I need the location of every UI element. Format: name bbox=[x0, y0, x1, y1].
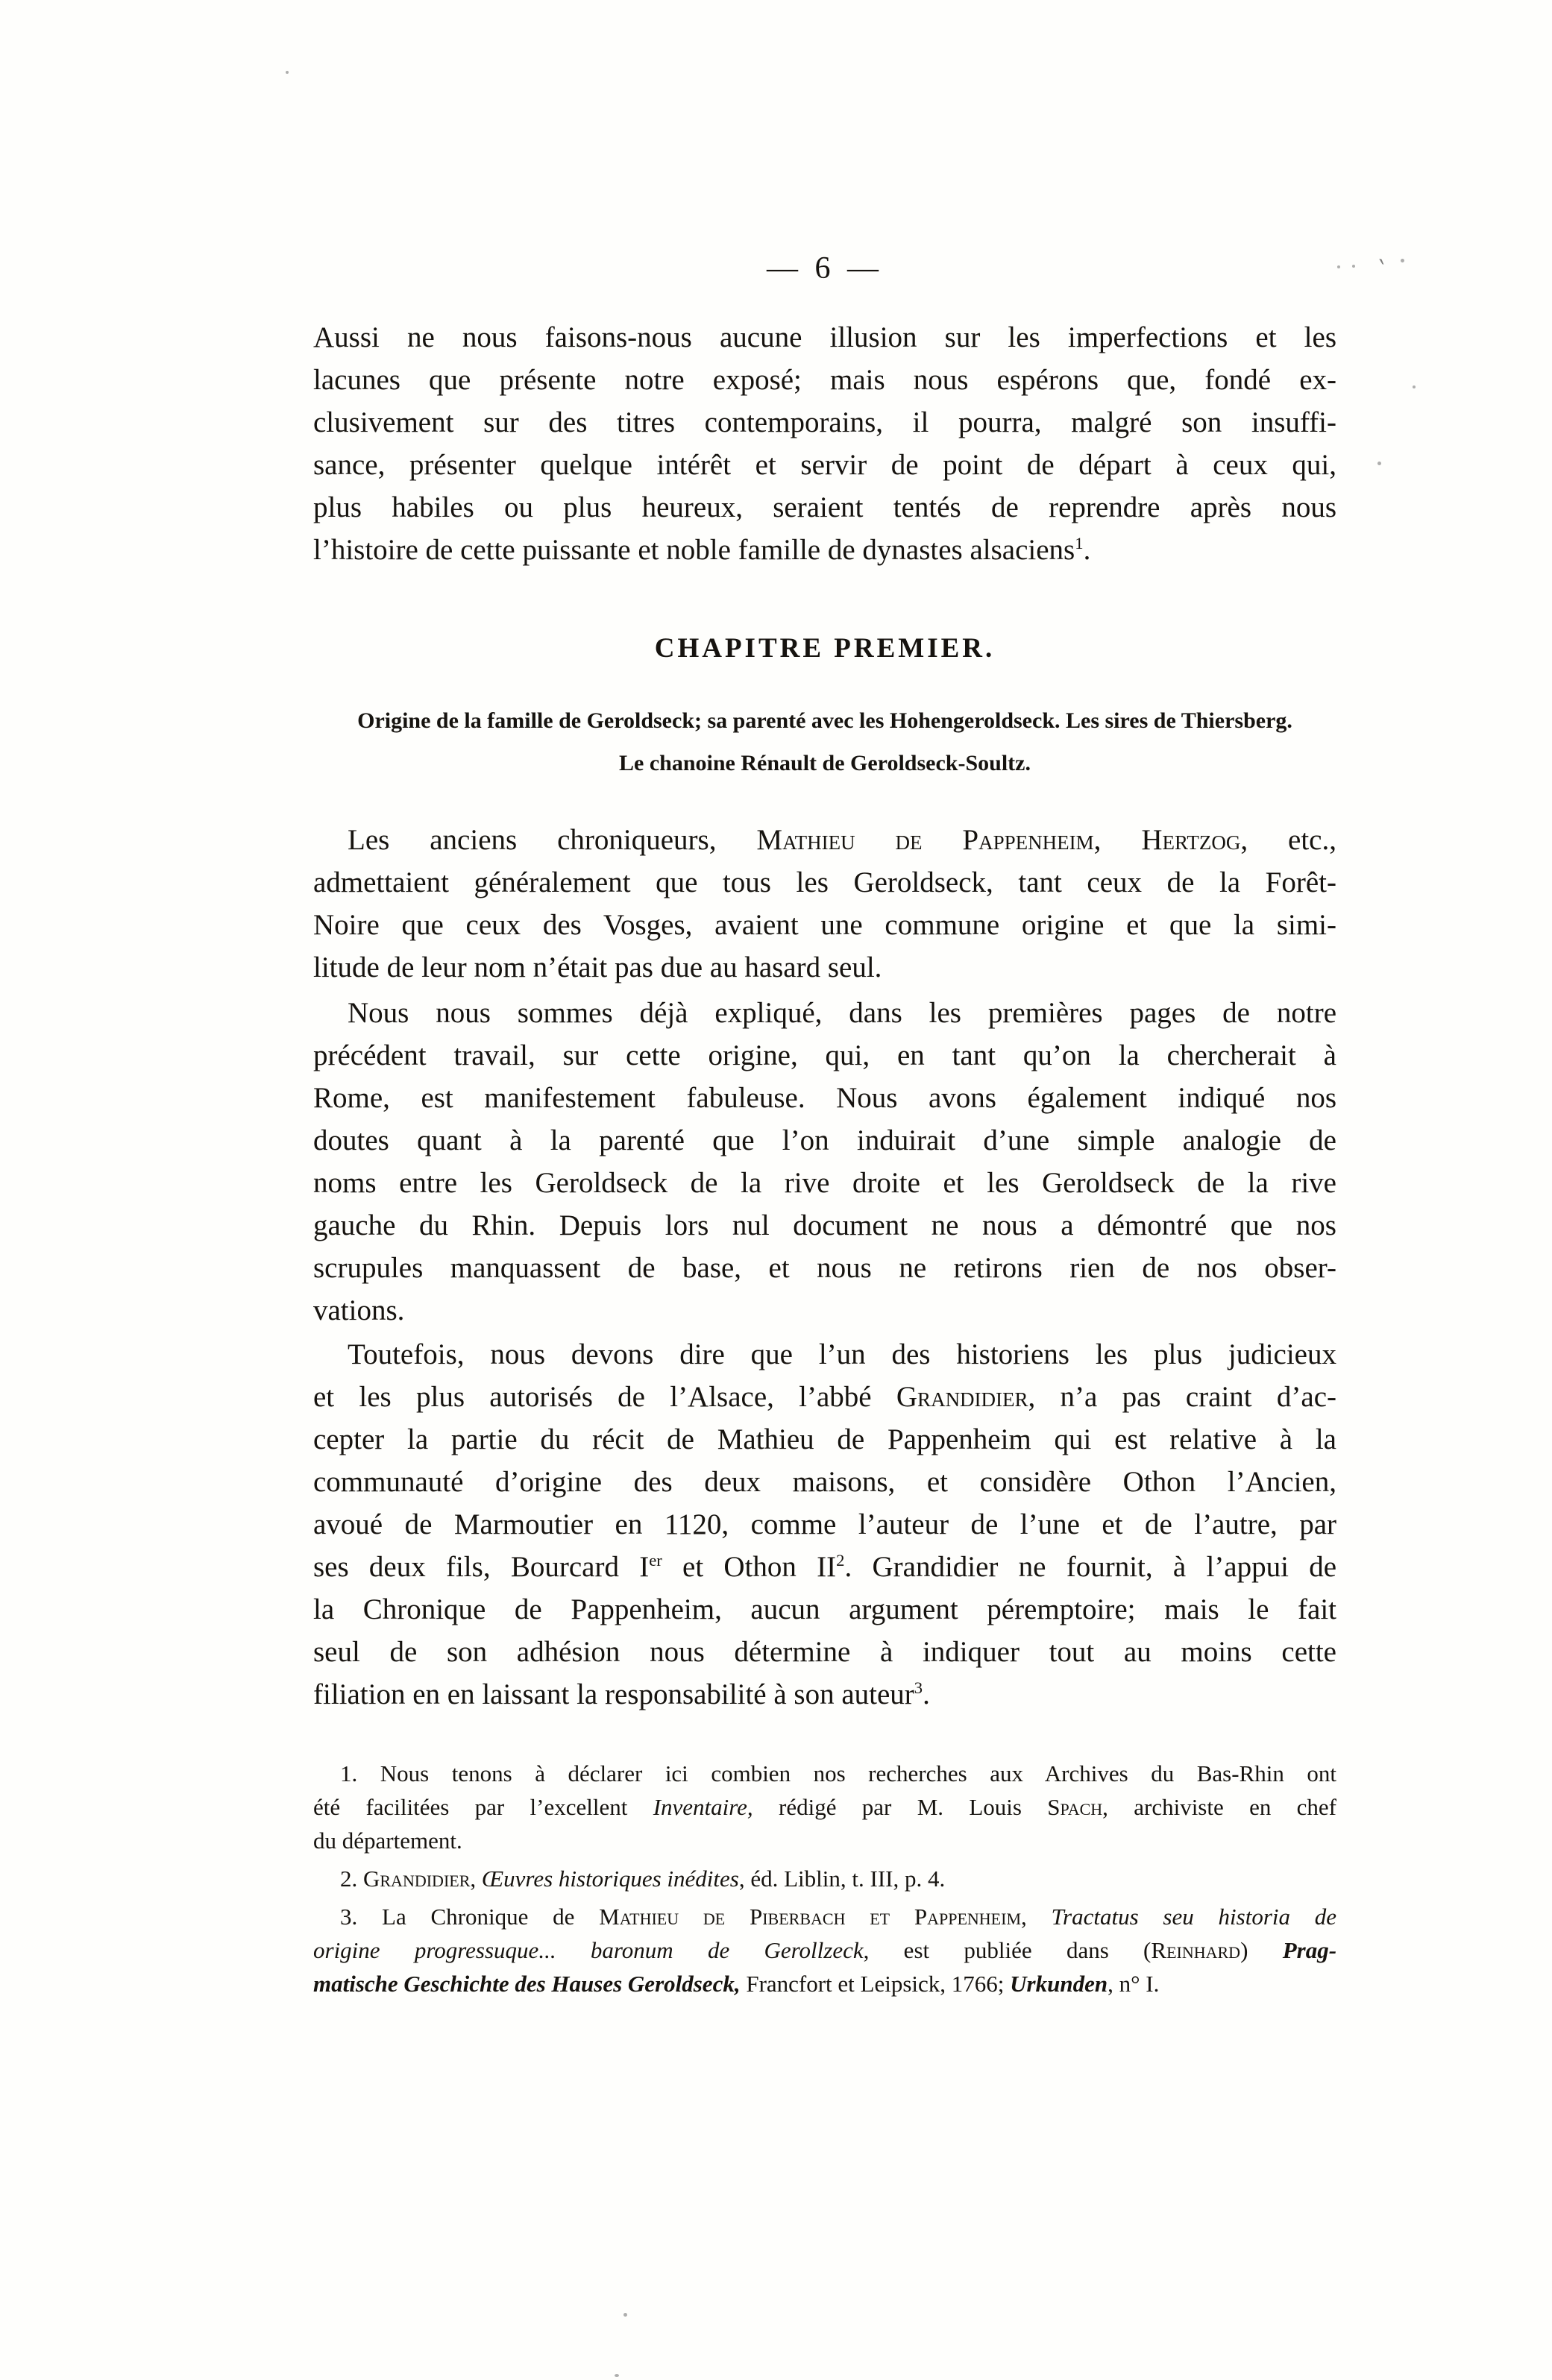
text-line bbox=[313, 1900, 1336, 1933]
text-segment: ) bbox=[1240, 1937, 1283, 1963]
text-segment: l’histoire de cette puissante et noble famille de dynastes alsaciens bbox=[313, 534, 1075, 566]
chapter-summary bbox=[313, 699, 1336, 784]
text-segment: Noire que ceux des Vosges, avaient une commune origine et que la simi- bbox=[313, 909, 1336, 941]
text-segment: , n° I. bbox=[1108, 1971, 1160, 1997]
text-segment: noms entre les Geroldseck de la rive droite et les Geroldseck de la rive bbox=[313, 1167, 1336, 1199]
text-segment: Inventaire, bbox=[653, 1794, 753, 1820]
text-segment: Tractatus seu historia de bbox=[1051, 1904, 1337, 1930]
text-segment: scrupules manquassent de base, et nous ne retirons rien de nos obser- bbox=[313, 1252, 1336, 1284]
text-line bbox=[313, 486, 1336, 529]
text-segment: 2 bbox=[836, 1551, 845, 1570]
text-segment: vations. bbox=[313, 1294, 405, 1326]
text-segment: . Grandidier ne fournit, à l’appui de bbox=[844, 1551, 1337, 1583]
scan-speck bbox=[286, 71, 289, 74]
text-segment: , etc., bbox=[1240, 824, 1336, 856]
text-segment: 2. bbox=[340, 1866, 363, 1892]
text-segment: doutes quant à la parenté que l’on induirait d’une simple analogie de bbox=[313, 1124, 1336, 1156]
text-line bbox=[313, 1967, 1336, 2000]
text-line bbox=[313, 1418, 1336, 1461]
text-segment: , n’a pas craint d’ac- bbox=[1028, 1381, 1337, 1413]
text-segment: et Othon II bbox=[662, 1551, 837, 1583]
footnotes-section bbox=[313, 1757, 1336, 2000]
text-line bbox=[313, 861, 1336, 904]
text-line bbox=[313, 1862, 1336, 1895]
text-line bbox=[313, 1757, 1336, 1790]
text-segment: , bbox=[1093, 824, 1142, 856]
footnote-3 bbox=[313, 1900, 1336, 2000]
text-segment: Le chanoine Rénault de Geroldseck-Soultz. bbox=[619, 751, 1031, 775]
text-segment: Nous nous sommes déjà expliqué, dans les premières pages de notre bbox=[348, 997, 1336, 1029]
text-segment: Prag- bbox=[1282, 1937, 1337, 1963]
footnote-2 bbox=[313, 1862, 1336, 1895]
text-line bbox=[313, 1824, 1336, 1857]
text-segment: été facilitées par l’excellent bbox=[313, 1794, 653, 1820]
text-segment: 3. La Chronique de bbox=[340, 1904, 600, 1930]
text-segment: , bbox=[1021, 1904, 1052, 1930]
text-segment: plus habiles ou plus heureux, seraient tentés de reprendre après nous bbox=[313, 491, 1336, 523]
text-segment: la Chronique de Pappenheim, aucun argument péremptoire; mais le fait bbox=[313, 1593, 1336, 1625]
text-line bbox=[313, 1673, 1336, 1716]
text-segment: . bbox=[1083, 534, 1091, 566]
text-segment: Urkunden bbox=[1010, 1971, 1108, 1997]
text-segment: du département. bbox=[313, 1828, 462, 1854]
text-segment: . bbox=[923, 1678, 930, 1710]
text-segment: 1. Nous tenons à déclarer ici combien nos recherches aux Archives du Bas-Rhin ont bbox=[340, 1760, 1336, 1786]
text-line bbox=[313, 444, 1336, 486]
text-segment: filiation en en laissant la responsabilité à son auteur bbox=[313, 1678, 914, 1710]
paragraph-origine bbox=[313, 992, 1336, 1332]
scan-speck bbox=[1401, 259, 1404, 262]
text-line bbox=[313, 1333, 1336, 1376]
text-line bbox=[313, 742, 1336, 784]
text-segment: avoué de Marmoutier en 1120, comme l’auteur de l’une et de l’autre, par bbox=[313, 1508, 1336, 1540]
text-segment: , bbox=[470, 1866, 482, 1892]
text-segment: sance, présenter quelque intérêt et servir de point de départ à ceux qui, bbox=[313, 449, 1336, 481]
text-segment: er bbox=[649, 1551, 662, 1570]
paragraph-intro bbox=[313, 316, 1336, 571]
text-segment: litude de leur nom n’était pas due au hasard seul. bbox=[313, 951, 882, 983]
text-line bbox=[313, 529, 1336, 571]
text-segment: cepter la partie du récit de Mathieu de Pappenheim qui est relative à la bbox=[313, 1423, 1336, 1455]
text-segment: Mathieu de Pappenheim bbox=[756, 824, 1094, 856]
text-line bbox=[313, 316, 1336, 359]
text-line bbox=[313, 1461, 1336, 1503]
text-segment: matische Geschichte des Hauses Geroldseck, bbox=[313, 1971, 741, 1997]
text-line bbox=[313, 1289, 1336, 1332]
text-segment: clusivement sur des titres contemporains, il pourra, malgré son insuffi- bbox=[313, 406, 1336, 438]
text-line bbox=[313, 1933, 1336, 1967]
scan-speck: ` bbox=[1372, 255, 1390, 288]
page-number: — 6 — bbox=[767, 251, 883, 286]
text-segment: ses deux fils, Bourcard I bbox=[313, 1551, 650, 1583]
scan-speck bbox=[1413, 385, 1416, 388]
paragraph-chroniqueurs bbox=[313, 819, 1336, 989]
text-segment: 3 bbox=[914, 1678, 923, 1697]
text-segment: rédigé par M. Louis bbox=[753, 1794, 1048, 1820]
scan-speck bbox=[1352, 265, 1355, 268]
scan-speck bbox=[1377, 462, 1381, 465]
text-segment: et les plus autorisés de l’Alsace, l’abbé bbox=[313, 1381, 896, 1413]
text-segment: Toutefois, nous devons dire que l’un des historiens les plus judicieux bbox=[348, 1338, 1336, 1370]
scan-speck bbox=[615, 2374, 619, 2377]
text-segment: Œuvres historiques inédites bbox=[481, 1866, 739, 1892]
text-line bbox=[313, 992, 1336, 1034]
text-line bbox=[313, 401, 1336, 444]
text-segment: Reinhard bbox=[1151, 1937, 1241, 1963]
text-segment: , archiviste en chef bbox=[1102, 1794, 1336, 1820]
text-segment: précédent travail, sur cette origine, qui, en tant qu’on la chercherait à bbox=[313, 1039, 1336, 1071]
text-segment: Spach bbox=[1047, 1794, 1103, 1820]
text-line bbox=[313, 359, 1336, 401]
text-segment: origine progressuque... baronum de Gerollzeck bbox=[313, 1937, 864, 1963]
text-line bbox=[313, 1546, 1336, 1588]
text-line bbox=[313, 946, 1336, 989]
text-segment: communauté d’origine des deux maisons, et considère Othon l’Ancien, bbox=[313, 1466, 1336, 1498]
text-line bbox=[313, 1790, 1336, 1824]
text-line bbox=[313, 1247, 1336, 1289]
text-segment: Grandidier bbox=[896, 1381, 1028, 1413]
text-line bbox=[313, 1034, 1336, 1077]
text-segment: admettaient généralement que tous les Geroldseck, tant ceux de la Forêt- bbox=[313, 866, 1336, 898]
text-line bbox=[313, 1119, 1336, 1162]
text-line bbox=[313, 1204, 1336, 1247]
text-segment: gauche du Rhin. Depuis lors nul document ne nous a démontré que nos bbox=[313, 1209, 1336, 1241]
chapter-title: CHAPITRE PREMIER. bbox=[654, 633, 996, 664]
text-line bbox=[313, 1631, 1336, 1673]
scan-speck bbox=[623, 2313, 627, 2317]
scan-speck bbox=[1337, 265, 1340, 268]
text-line bbox=[313, 1376, 1336, 1418]
text-segment: Rome, est manifestement fabuleuse. Nous avons également indiqué nos bbox=[313, 1082, 1336, 1114]
text-segment: Les anciens chroniqueurs, bbox=[348, 824, 757, 856]
text-line bbox=[313, 1162, 1336, 1204]
text-segment: Aussi ne nous faisons-nous aucune illusion sur les imperfections et les bbox=[313, 321, 1336, 353]
text-segment: seul de son adhésion nous détermine à indiquer tout au moins cette bbox=[313, 1636, 1336, 1668]
text-line bbox=[313, 1588, 1336, 1631]
text-segment: Francfort et Leipsick, 1766; bbox=[740, 1971, 1011, 1997]
text-segment: Origine de la famille de Geroldseck; sa parenté avec les Hohengeroldseck. Les sires de Thiersberg. bbox=[357, 708, 1292, 733]
text-segment: Hertzog bbox=[1141, 824, 1241, 856]
text-line bbox=[313, 699, 1336, 742]
text-segment: , est publiée dans ( bbox=[863, 1937, 1152, 1963]
text-line bbox=[313, 1503, 1336, 1546]
text-line bbox=[313, 819, 1336, 861]
text-segment: lacunes que présente notre exposé; mais nous espérons que, fondé ex- bbox=[313, 364, 1336, 396]
text-segment: Mathieu de Piberbach et Pappenheim bbox=[599, 1904, 1022, 1930]
paragraph-grandidier bbox=[313, 1333, 1336, 1716]
footnote-1 bbox=[313, 1757, 1336, 1857]
text-line bbox=[313, 1077, 1336, 1119]
text-segment: Grandidier bbox=[363, 1866, 471, 1892]
text-segment: , éd. Liblin, t. III, p. 4. bbox=[738, 1866, 946, 1892]
text-line bbox=[313, 904, 1336, 946]
text-segment: 1 bbox=[1075, 534, 1084, 552]
